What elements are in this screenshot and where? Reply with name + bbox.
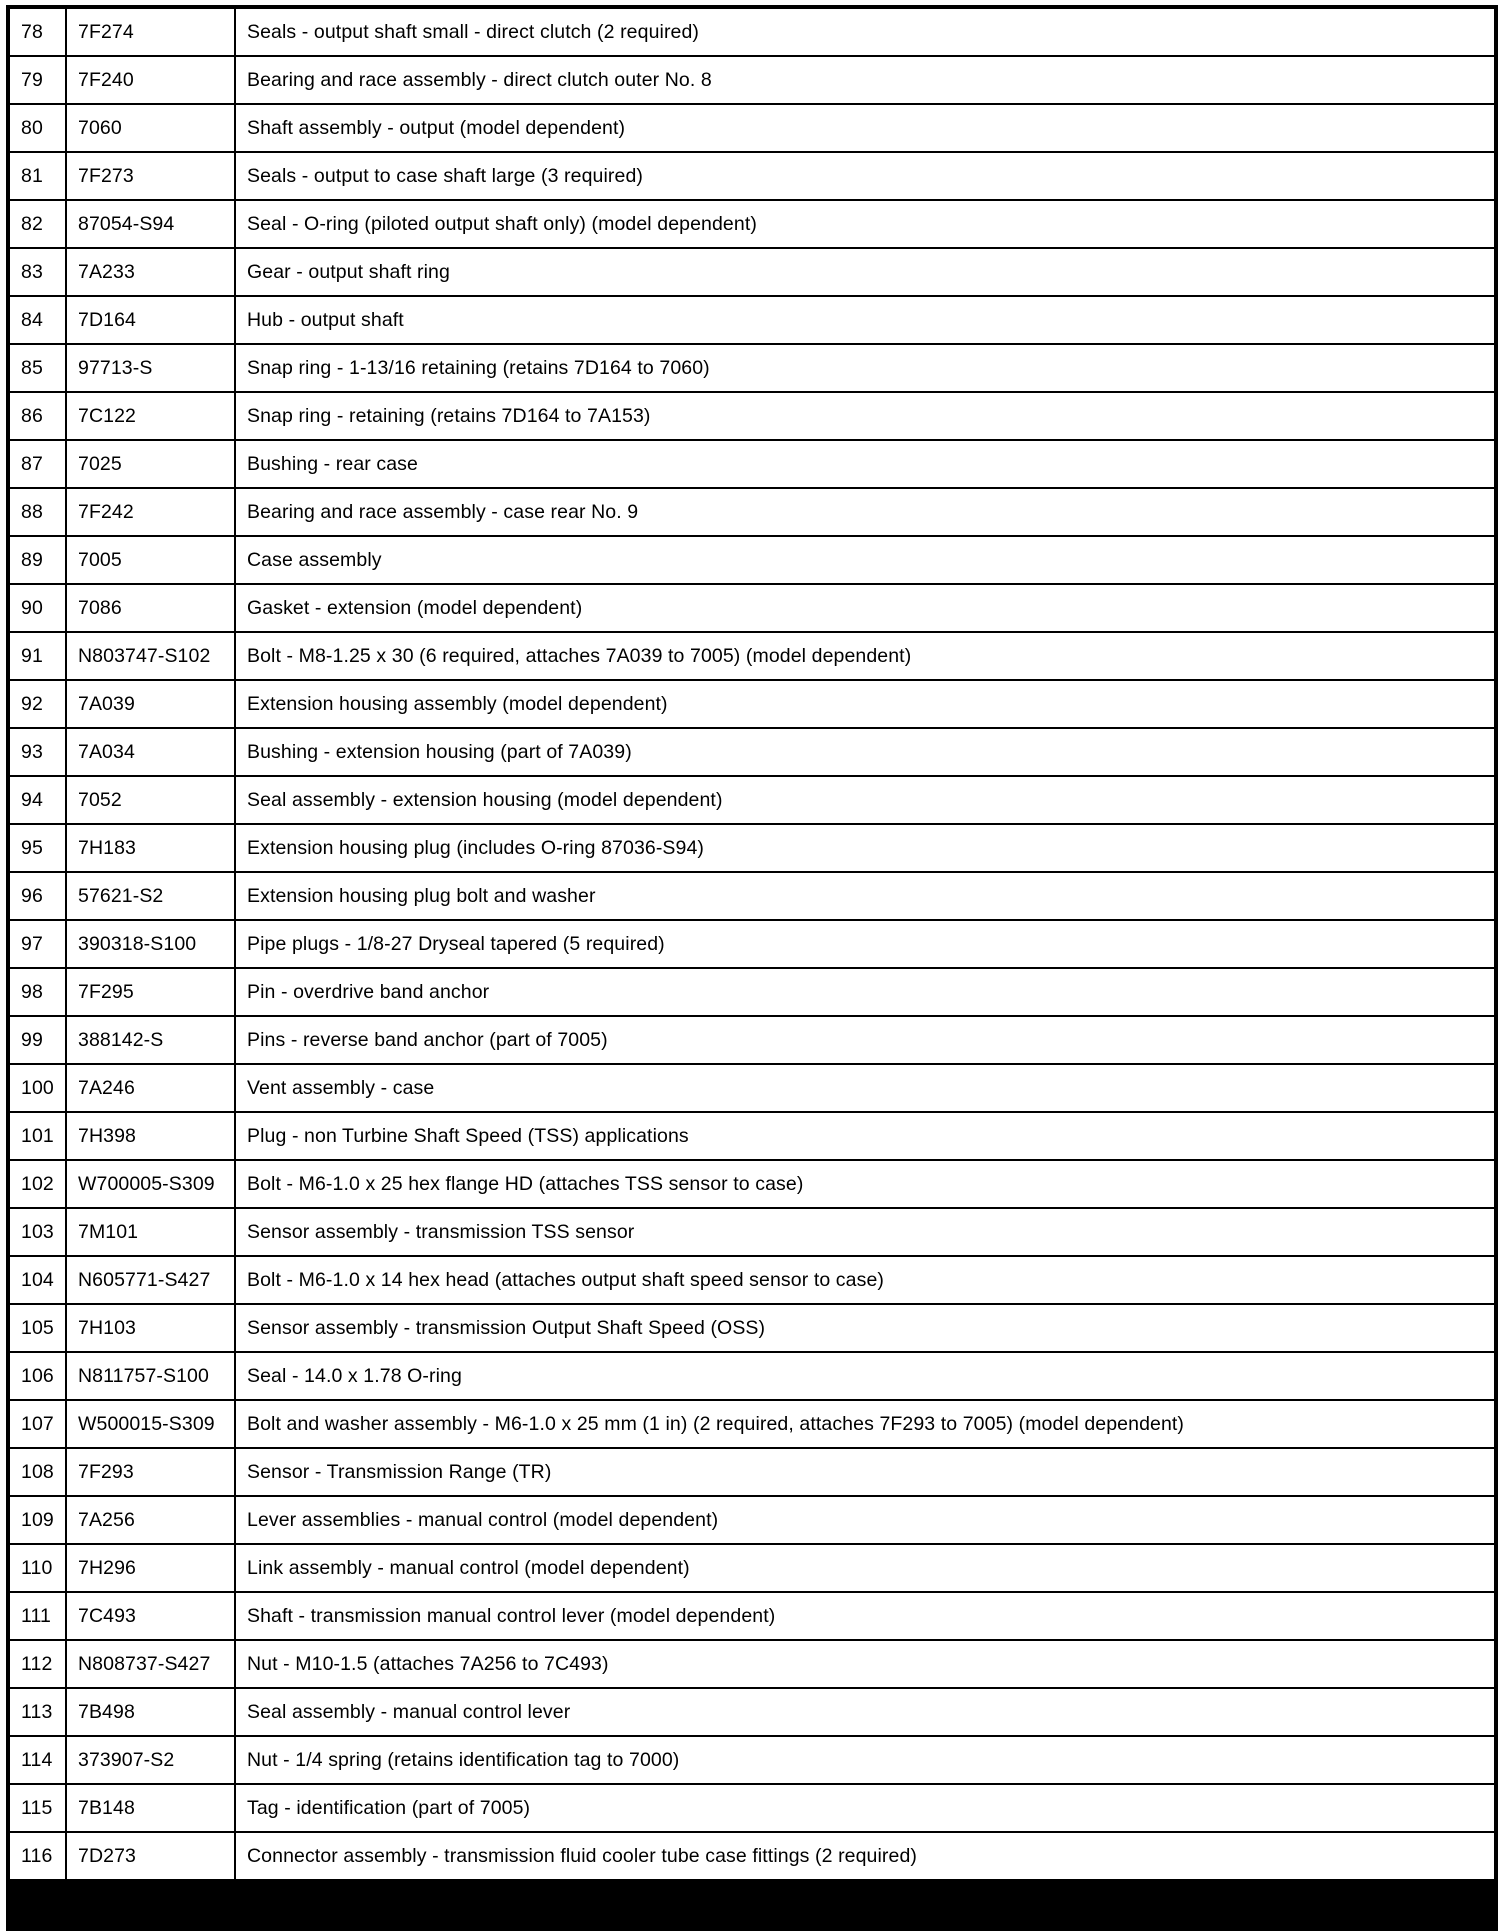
part-number-cell: 7F242 (66, 488, 235, 536)
description-cell: Hub - output shaft (235, 296, 1496, 344)
description-cell: Seal - O-ring (piloted output shaft only) (model dependent) (235, 200, 1496, 248)
description-cell: Bolt - M6-1.0 x 14 hex head (attaches output shaft speed sensor to case) (235, 1256, 1496, 1304)
part-number-cell: 388142-S (66, 1016, 235, 1064)
item-number-cell: 94 (8, 776, 66, 824)
item-number-cell: 106 (8, 1352, 66, 1400)
part-number-cell: N803747-S102 (66, 632, 235, 680)
part-number-cell: 7F274 (66, 7, 235, 56)
description-cell: Bearing and race assembly - direct clutch outer No. 8 (235, 56, 1496, 104)
description-cell: Gasket - extension (model dependent) (235, 584, 1496, 632)
part-number-cell: 7F273 (66, 152, 235, 200)
parts-list-table (6, 5, 1498, 1931)
part-number-cell: 7025 (66, 440, 235, 488)
description-cell: Sensor - Transmission Range (TR) (235, 1448, 1496, 1496)
table-row (8, 1160, 1496, 1208)
parts-table-body (8, 7, 1496, 1929)
item-number-cell: 110 (8, 1544, 66, 1592)
description-cell: Seals - output shaft small - direct clutch (2 required) (235, 7, 1496, 56)
description-cell: Extension housing plug bolt and washer (235, 872, 1496, 920)
description-cell: Sensor assembly - transmission Output Shaft Speed (OSS) (235, 1304, 1496, 1352)
table-row (8, 1352, 1496, 1400)
part-number-cell: 7A246 (66, 1064, 235, 1112)
item-number-cell: 79 (8, 56, 66, 104)
table-row (8, 104, 1496, 152)
part-number-cell: N808737-S427 (66, 1640, 235, 1688)
table-row (8, 1496, 1496, 1544)
description-cell: Snap ring - 1-13/16 retaining (retains 7D164 to 7060) (235, 344, 1496, 392)
table-row (8, 1208, 1496, 1256)
description-cell: Case assembly (235, 536, 1496, 584)
description-cell: Seals - output to case shaft large (3 required) (235, 152, 1496, 200)
item-number-cell: 87 (8, 440, 66, 488)
item-number-cell: 78 (8, 7, 66, 56)
part-number-cell: 7C493 (66, 1592, 235, 1640)
bottom-black-bar-row (8, 1880, 1496, 1929)
table-row (8, 56, 1496, 104)
description-cell: Link assembly - manual control (model dependent) (235, 1544, 1496, 1592)
table-row (8, 1448, 1496, 1496)
description-cell: Nut - 1/4 spring (retains identification tag to 7000) (235, 1736, 1496, 1784)
table-row (8, 1688, 1496, 1736)
table-row (8, 488, 1496, 536)
description-cell: Bolt - M8-1.25 x 30 (6 required, attaches 7A039 to 7005) (model dependent) (235, 632, 1496, 680)
table-row (8, 1640, 1496, 1688)
table-row (8, 1736, 1496, 1784)
description-cell: Seal - 14.0 x 1.78 O-ring (235, 1352, 1496, 1400)
part-number-cell: 390318-S100 (66, 920, 235, 968)
part-number-cell: 7A039 (66, 680, 235, 728)
table-row (8, 536, 1496, 584)
bottom-black-bar (8, 1880, 1496, 1929)
part-number-cell: 7D164 (66, 296, 235, 344)
item-number-cell: 81 (8, 152, 66, 200)
table-row (8, 1832, 1496, 1880)
table-row (8, 632, 1496, 680)
description-cell: Bolt - M6-1.0 x 25 hex flange HD (attaches TSS sensor to case) (235, 1160, 1496, 1208)
table-row (8, 824, 1496, 872)
item-number-cell: 111 (8, 1592, 66, 1640)
table-row (8, 7, 1496, 56)
description-cell: Connector assembly - transmission fluid cooler tube case fittings (2 required) (235, 1832, 1496, 1880)
table-row (8, 1544, 1496, 1592)
table-row (8, 296, 1496, 344)
description-cell: Nut - M10-1.5 (attaches 7A256 to 7C493) (235, 1640, 1496, 1688)
item-number-cell: 89 (8, 536, 66, 584)
table-row (8, 1592, 1496, 1640)
item-number-cell: 82 (8, 200, 66, 248)
table-row (8, 248, 1496, 296)
item-number-cell: 85 (8, 344, 66, 392)
description-cell: Extension housing plug (includes O-ring 87036-S94) (235, 824, 1496, 872)
part-number-cell: 7A233 (66, 248, 235, 296)
part-number-cell: 7H398 (66, 1112, 235, 1160)
part-number-cell: 7B498 (66, 1688, 235, 1736)
table-row (8, 1064, 1496, 1112)
item-number-cell: 102 (8, 1160, 66, 1208)
description-cell: Bolt and washer assembly - M6-1.0 x 25 mm (1 in) (2 required, attaches 7F293 to 7005) (model dependent) (235, 1400, 1496, 1448)
item-number-cell: 84 (8, 296, 66, 344)
part-number-cell: W500015-S309 (66, 1400, 235, 1448)
item-number-cell: 109 (8, 1496, 66, 1544)
item-number-cell: 95 (8, 824, 66, 872)
item-number-cell: 112 (8, 1640, 66, 1688)
item-number-cell: 116 (8, 1832, 66, 1880)
description-cell: Bushing - extension housing (part of 7A039) (235, 728, 1496, 776)
part-number-cell: 7M101 (66, 1208, 235, 1256)
part-number-cell: 373907-S2 (66, 1736, 235, 1784)
table-row (8, 392, 1496, 440)
description-cell: Seal assembly - manual control lever (235, 1688, 1496, 1736)
part-number-cell: 7005 (66, 536, 235, 584)
part-number-cell: 7060 (66, 104, 235, 152)
part-number-cell: 7F295 (66, 968, 235, 1016)
description-cell: Pipe plugs - 1/8-27 Dryseal tapered (5 required) (235, 920, 1496, 968)
part-number-cell: 7B148 (66, 1784, 235, 1832)
part-number-cell: 7086 (66, 584, 235, 632)
description-cell: Bushing - rear case (235, 440, 1496, 488)
item-number-cell: 101 (8, 1112, 66, 1160)
table-row (8, 1256, 1496, 1304)
part-number-cell: 7A256 (66, 1496, 235, 1544)
item-number-cell: 99 (8, 1016, 66, 1064)
part-number-cell: 7H183 (66, 824, 235, 872)
item-number-cell: 92 (8, 680, 66, 728)
part-number-cell: 7F240 (66, 56, 235, 104)
item-number-cell: 114 (8, 1736, 66, 1784)
table-row (8, 728, 1496, 776)
table-row (8, 776, 1496, 824)
item-number-cell: 96 (8, 872, 66, 920)
table-row (8, 584, 1496, 632)
table-row (8, 872, 1496, 920)
item-number-cell: 91 (8, 632, 66, 680)
item-number-cell: 97 (8, 920, 66, 968)
part-number-cell: 97713-S (66, 344, 235, 392)
part-number-cell: 7052 (66, 776, 235, 824)
description-cell: Tag - identification (part of 7005) (235, 1784, 1496, 1832)
item-number-cell: 108 (8, 1448, 66, 1496)
item-number-cell: 80 (8, 104, 66, 152)
part-number-cell: 7F293 (66, 1448, 235, 1496)
part-number-cell: 7C122 (66, 392, 235, 440)
item-number-cell: 113 (8, 1688, 66, 1736)
description-cell: Shaft - transmission manual control lever (model dependent) (235, 1592, 1496, 1640)
table-row (8, 200, 1496, 248)
table-row (8, 680, 1496, 728)
part-number-cell: 7H103 (66, 1304, 235, 1352)
table-row (8, 920, 1496, 968)
part-number-cell: 7H296 (66, 1544, 235, 1592)
part-number-cell: N605771-S427 (66, 1256, 235, 1304)
item-number-cell: 83 (8, 248, 66, 296)
table-row (8, 1016, 1496, 1064)
item-number-cell: 90 (8, 584, 66, 632)
description-cell: Snap ring - retaining (retains 7D164 to 7A153) (235, 392, 1496, 440)
item-number-cell: 98 (8, 968, 66, 1016)
table-row (8, 1304, 1496, 1352)
table-row (8, 440, 1496, 488)
table-row (8, 344, 1496, 392)
table-row (8, 1784, 1496, 1832)
item-number-cell: 105 (8, 1304, 66, 1352)
description-cell: Lever assemblies - manual control (model dependent) (235, 1496, 1496, 1544)
item-number-cell: 107 (8, 1400, 66, 1448)
item-number-cell: 115 (8, 1784, 66, 1832)
part-number-cell: 7A034 (66, 728, 235, 776)
item-number-cell: 86 (8, 392, 66, 440)
part-number-cell: 57621-S2 (66, 872, 235, 920)
description-cell: Plug - non Turbine Shaft Speed (TSS) applications (235, 1112, 1496, 1160)
table-row (8, 1112, 1496, 1160)
description-cell: Vent assembly - case (235, 1064, 1496, 1112)
part-number-cell: 7D273 (66, 1832, 235, 1880)
description-cell: Seal assembly - extension housing (model dependent) (235, 776, 1496, 824)
table-row (8, 968, 1496, 1016)
part-number-cell: W700005-S309 (66, 1160, 235, 1208)
item-number-cell: 88 (8, 488, 66, 536)
description-cell: Pins - reverse band anchor (part of 7005) (235, 1016, 1496, 1064)
part-number-cell: N811757-S100 (66, 1352, 235, 1400)
description-cell: Sensor assembly - transmission TSS sensor (235, 1208, 1496, 1256)
description-cell: Gear - output shaft ring (235, 248, 1496, 296)
description-cell: Pin - overdrive band anchor (235, 968, 1496, 1016)
item-number-cell: 93 (8, 728, 66, 776)
description-cell: Bearing and race assembly - case rear No. 9 (235, 488, 1496, 536)
part-number-cell: 87054-S94 (66, 200, 235, 248)
item-number-cell: 104 (8, 1256, 66, 1304)
description-cell: Extension housing assembly (model dependent) (235, 680, 1496, 728)
item-number-cell: 100 (8, 1064, 66, 1112)
item-number-cell: 103 (8, 1208, 66, 1256)
table-row (8, 1400, 1496, 1448)
description-cell: Shaft assembly - output (model dependent) (235, 104, 1496, 152)
table-row (8, 152, 1496, 200)
